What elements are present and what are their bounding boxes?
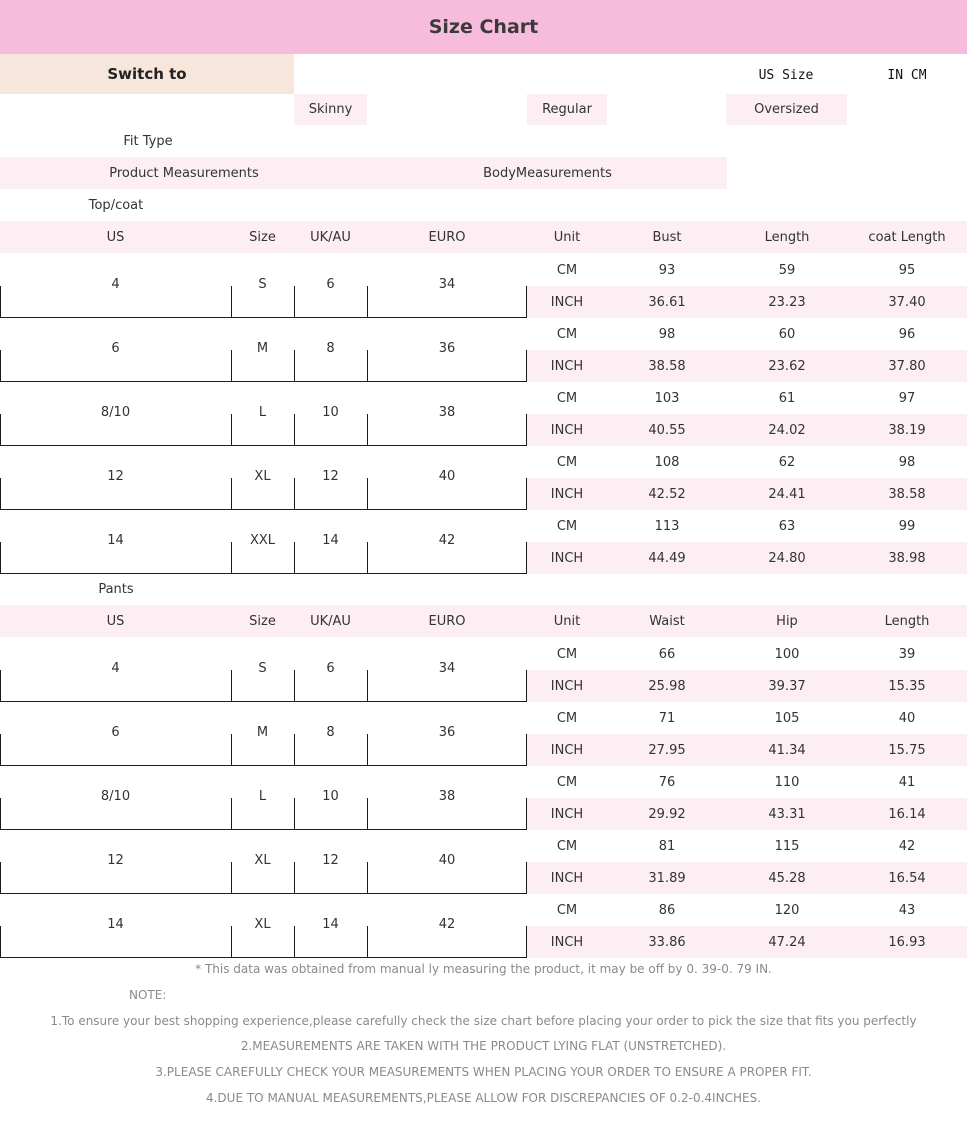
- cell-unit-cm: CM: [556, 774, 578, 790]
- cell-size: XL: [254, 916, 271, 932]
- cell-unit-inch: INCH: [550, 550, 584, 566]
- cell-size: M: [256, 724, 269, 740]
- cell-unit-cm: CM: [556, 838, 578, 854]
- cell-unit-cm: CM: [556, 518, 578, 534]
- table-row: [0, 766, 967, 830]
- tab-body-measurements[interactable]: BodyMeasurements: [368, 157, 727, 189]
- cell-us: 12: [107, 852, 124, 868]
- table-header-top: [0, 221, 967, 253]
- table-border: [231, 862, 232, 894]
- cell-value: 110: [774, 774, 800, 790]
- cell-value: 115: [774, 838, 800, 854]
- cell-value: 63: [778, 518, 796, 534]
- cell-value: 45.28: [768, 870, 806, 886]
- note-item-2: 2.MEASUREMENTS ARE TAKEN WITH THE PRODUCT LYING FLAT (UNSTRETCHED).: [240, 1039, 727, 1053]
- cell-value: 37.80: [888, 358, 926, 374]
- cell-value: 105: [774, 710, 800, 726]
- table-header-pants: [0, 605, 967, 637]
- cell-us: 8/10: [100, 404, 131, 420]
- section-label-pants: Pants: [98, 581, 134, 597]
- col-header-euro: EURO: [428, 613, 466, 629]
- cell-euro: 40: [438, 852, 456, 868]
- cell-euro: 42: [438, 916, 456, 932]
- cell-value: 29.92: [648, 806, 686, 822]
- cell-value: 71: [658, 710, 676, 726]
- table-border: [526, 350, 527, 382]
- col-header-us: US: [106, 613, 125, 629]
- cell-value: 15.75: [888, 742, 926, 758]
- cell-size: S: [258, 276, 267, 292]
- table-border: [294, 286, 295, 318]
- cell-size: M: [256, 340, 269, 356]
- table-border: [231, 734, 232, 766]
- col-header-coat-length: coat Length: [868, 229, 946, 245]
- table-border: [231, 478, 232, 510]
- table-border: [294, 414, 295, 446]
- cell-us: 4: [111, 276, 120, 292]
- table-border: [367, 670, 368, 702]
- cell-value: 41.34: [768, 742, 806, 758]
- cell-value: 62: [778, 454, 796, 470]
- section-label-top-coat: Top/coat: [88, 197, 144, 213]
- table-border: [294, 926, 295, 958]
- cell-value: 23.23: [768, 294, 806, 310]
- table-border: [526, 542, 527, 574]
- cell-value: 41: [898, 774, 916, 790]
- switch-to-label: Switch to: [0, 54, 294, 94]
- cell-value: 43.31: [768, 806, 806, 822]
- cell-value: 37.40: [888, 294, 926, 310]
- col-header-unit: Unit: [553, 613, 581, 629]
- cell-value: 42: [898, 838, 916, 854]
- table-border: [0, 926, 1, 958]
- cell-euro: 36: [438, 340, 456, 356]
- cell-ukau: 10: [322, 788, 339, 804]
- table-border: [0, 573, 527, 574]
- table-border: [526, 414, 527, 446]
- cell-ukau: 6: [326, 276, 335, 292]
- cell-euro: 34: [438, 660, 456, 676]
- cell-value: 61: [778, 390, 796, 406]
- cell-value: 120: [774, 902, 800, 918]
- note-label: NOTE:: [129, 988, 167, 1002]
- cell-value: 60: [778, 326, 796, 342]
- table-border: [367, 542, 368, 574]
- cell-value: 108: [654, 454, 680, 470]
- cell-us: 8/10: [100, 788, 131, 804]
- cell-unit-inch: INCH: [550, 806, 584, 822]
- cell-value: 47.24: [768, 934, 806, 950]
- col-header-size: Size: [249, 613, 276, 629]
- cell-value: 40: [898, 710, 916, 726]
- cell-ukau: 8: [326, 340, 335, 356]
- cell-value: 42.52: [648, 486, 686, 502]
- fit-skinny-button[interactable]: Skinny: [294, 94, 367, 125]
- cell-ukau: 14: [322, 916, 339, 932]
- cell-value: 98: [658, 326, 676, 342]
- cell-value: 15.35: [888, 678, 926, 694]
- cell-us: 12: [107, 468, 124, 484]
- table-border: [367, 478, 368, 510]
- table-border: [231, 926, 232, 958]
- cell-unit-inch: INCH: [550, 422, 584, 438]
- table-border: [231, 350, 232, 382]
- col-header-euro: EURO: [428, 229, 466, 245]
- us-size-toggle[interactable]: US Size: [758, 67, 814, 83]
- table-row: [0, 446, 967, 510]
- cell-us: 4: [111, 660, 120, 676]
- table-border: [526, 734, 527, 766]
- table-border: [231, 542, 232, 574]
- table-border: [0, 670, 1, 702]
- table-border: [367, 734, 368, 766]
- cell-euro: 42: [438, 532, 456, 548]
- cell-value: 96: [898, 326, 916, 342]
- table-row: [0, 510, 967, 574]
- cell-value: 59: [778, 262, 796, 278]
- cell-unit-inch: INCH: [550, 294, 584, 310]
- cell-value: 36.61: [648, 294, 686, 310]
- cell-value: 33.86: [648, 934, 686, 950]
- table-border: [526, 286, 527, 318]
- cell-unit-inch: INCH: [550, 678, 584, 694]
- cell-value: 100: [774, 646, 800, 662]
- table-border: [367, 926, 368, 958]
- table-border: [294, 862, 295, 894]
- col-header-bust: Bust: [652, 229, 682, 245]
- cell-ukau: 12: [322, 468, 339, 484]
- cell-value: 38.98: [888, 550, 926, 566]
- page-title: Size Chart: [0, 0, 967, 54]
- cell-us: 14: [107, 916, 124, 932]
- tab-product-measurements[interactable]: Product Measurements: [0, 157, 368, 189]
- cell-unit-cm: CM: [556, 710, 578, 726]
- cell-value: 23.62: [768, 358, 806, 374]
- cell-value: 39.37: [768, 678, 806, 694]
- cell-unit-cm: CM: [556, 454, 578, 470]
- table-border: [0, 478, 1, 510]
- cell-value: 38.58: [888, 486, 926, 502]
- cell-unit-cm: CM: [556, 902, 578, 918]
- cell-value: 24.80: [768, 550, 806, 566]
- cell-value: 38.19: [888, 422, 926, 438]
- cell-value: 99: [898, 518, 916, 534]
- table-border: [367, 286, 368, 318]
- note-item-4: 4.DUE TO MANUAL MEASUREMENTS,PLEASE ALLOW FOR DISCREPANCIES OF 0.2-0.4INCHES.: [205, 1091, 761, 1105]
- cell-size: L: [258, 788, 267, 804]
- cell-value: 76: [658, 774, 676, 790]
- table-border: [294, 350, 295, 382]
- table-row: [0, 638, 967, 702]
- cell-size: XL: [254, 468, 271, 484]
- table-border: [231, 798, 232, 830]
- table-border: [294, 542, 295, 574]
- cell-value: 39: [898, 646, 916, 662]
- disclaimer-text: * This data was obtained from manual ly measuring the product, it may be off by 0. 39-0. 79 IN.: [195, 962, 772, 976]
- table-row: [0, 702, 967, 766]
- col-header-size: Size: [249, 229, 276, 245]
- cell-ukau: 14: [322, 532, 339, 548]
- cell-value: 93: [658, 262, 676, 278]
- cell-unit-cm: CM: [556, 326, 578, 342]
- cell-us: 14: [107, 532, 124, 548]
- col-header-waist: Waist: [649, 613, 685, 629]
- table-row: [0, 254, 967, 318]
- col-header-ukau: UK/AU: [310, 613, 351, 629]
- cell-value: 97: [898, 390, 916, 406]
- table-border: [0, 286, 1, 318]
- cell-value: 16.93: [888, 934, 926, 950]
- table-border: [526, 670, 527, 702]
- cell-unit-cm: CM: [556, 262, 578, 278]
- table-border: [0, 542, 1, 574]
- cell-euro: 34: [438, 276, 456, 292]
- cell-unit-cm: CM: [556, 646, 578, 662]
- cell-unit-inch: INCH: [550, 358, 584, 374]
- table-border: [367, 414, 368, 446]
- cell-value: 25.98: [648, 678, 686, 694]
- cell-value: 113: [654, 518, 680, 534]
- table-border: [0, 862, 1, 894]
- cell-unit-inch: INCH: [550, 742, 584, 758]
- cell-value: 31.89: [648, 870, 686, 886]
- table-border: [367, 350, 368, 382]
- cell-value: 38.58: [648, 358, 686, 374]
- cell-euro: 40: [438, 468, 456, 484]
- note-item-1: 1.To ensure your best shopping experience,please carefully check the size chart before placing your order to pick the size that fits you perfectly: [50, 1014, 917, 1028]
- table-border: [367, 798, 368, 830]
- cell-size: S: [258, 660, 267, 676]
- cell-size: XXL: [249, 532, 276, 548]
- cell-size: XL: [254, 852, 271, 868]
- table-border: [0, 414, 1, 446]
- cell-euro: 36: [438, 724, 456, 740]
- col-header-length: Length: [764, 229, 810, 245]
- cell-value: 40.55: [648, 422, 686, 438]
- table-row: [0, 894, 967, 958]
- table-border: [367, 862, 368, 894]
- note-item-3: 3.PLEASE CAREFULLY CHECK YOUR MEASUREMENTS WHEN PLACING YOUR ORDER TO ENSURE A PROPER FIT.: [155, 1065, 812, 1079]
- cell-value: 16.54: [888, 870, 926, 886]
- cell-value: 103: [654, 390, 680, 406]
- cell-euro: 38: [438, 788, 456, 804]
- table-border: [526, 862, 527, 894]
- cell-us: 6: [111, 340, 120, 356]
- cell-unit-inch: INCH: [550, 934, 584, 950]
- cell-value: 43: [898, 902, 916, 918]
- cell-size: L: [258, 404, 267, 420]
- col-header-ukau: UK/AU: [310, 229, 351, 245]
- table-border: [294, 798, 295, 830]
- cell-euro: 38: [438, 404, 456, 420]
- fit-regular-button[interactable]: Regular: [527, 94, 607, 125]
- col-header-pants-length: Length: [884, 613, 930, 629]
- cell-value: 81: [658, 838, 676, 854]
- col-header-us: US: [106, 229, 125, 245]
- fit-type-label: Fit Type: [123, 133, 173, 149]
- cell-value: 27.95: [648, 742, 686, 758]
- cell-ukau: 10: [322, 404, 339, 420]
- cell-unit-inch: INCH: [550, 486, 584, 502]
- cell-value: 24.02: [768, 422, 806, 438]
- in-cm-toggle[interactable]: IN CM: [887, 67, 927, 83]
- table-border: [231, 414, 232, 446]
- table-border: [0, 798, 1, 830]
- cell-value: 66: [658, 646, 676, 662]
- cell-value: 16.14: [888, 806, 926, 822]
- cell-value: 98: [898, 454, 916, 470]
- col-header-unit: Unit: [553, 229, 581, 245]
- cell-ukau: 6: [326, 660, 335, 676]
- table-row: [0, 830, 967, 894]
- table-border: [294, 670, 295, 702]
- cell-unit-inch: INCH: [550, 870, 584, 886]
- table-border: [526, 798, 527, 830]
- cell-us: 6: [111, 724, 120, 740]
- cell-value: 86: [658, 902, 676, 918]
- col-header-hip: Hip: [776, 613, 798, 629]
- cell-unit-cm: CM: [556, 390, 578, 406]
- table-border: [294, 478, 295, 510]
- cell-value: 24.41: [768, 486, 806, 502]
- table-border: [294, 734, 295, 766]
- cell-value: 44.49: [648, 550, 686, 566]
- table-border: [0, 734, 1, 766]
- table-row: [0, 318, 967, 382]
- table-border: [231, 670, 232, 702]
- table-border: [526, 926, 527, 958]
- fit-oversized-button[interactable]: Oversized: [726, 94, 847, 125]
- cell-ukau: 12: [322, 852, 339, 868]
- table-border: [0, 350, 1, 382]
- table-border: [526, 478, 527, 510]
- cell-ukau: 8: [326, 724, 335, 740]
- cell-value: 95: [898, 262, 916, 278]
- table-row: [0, 382, 967, 446]
- table-border: [231, 286, 232, 318]
